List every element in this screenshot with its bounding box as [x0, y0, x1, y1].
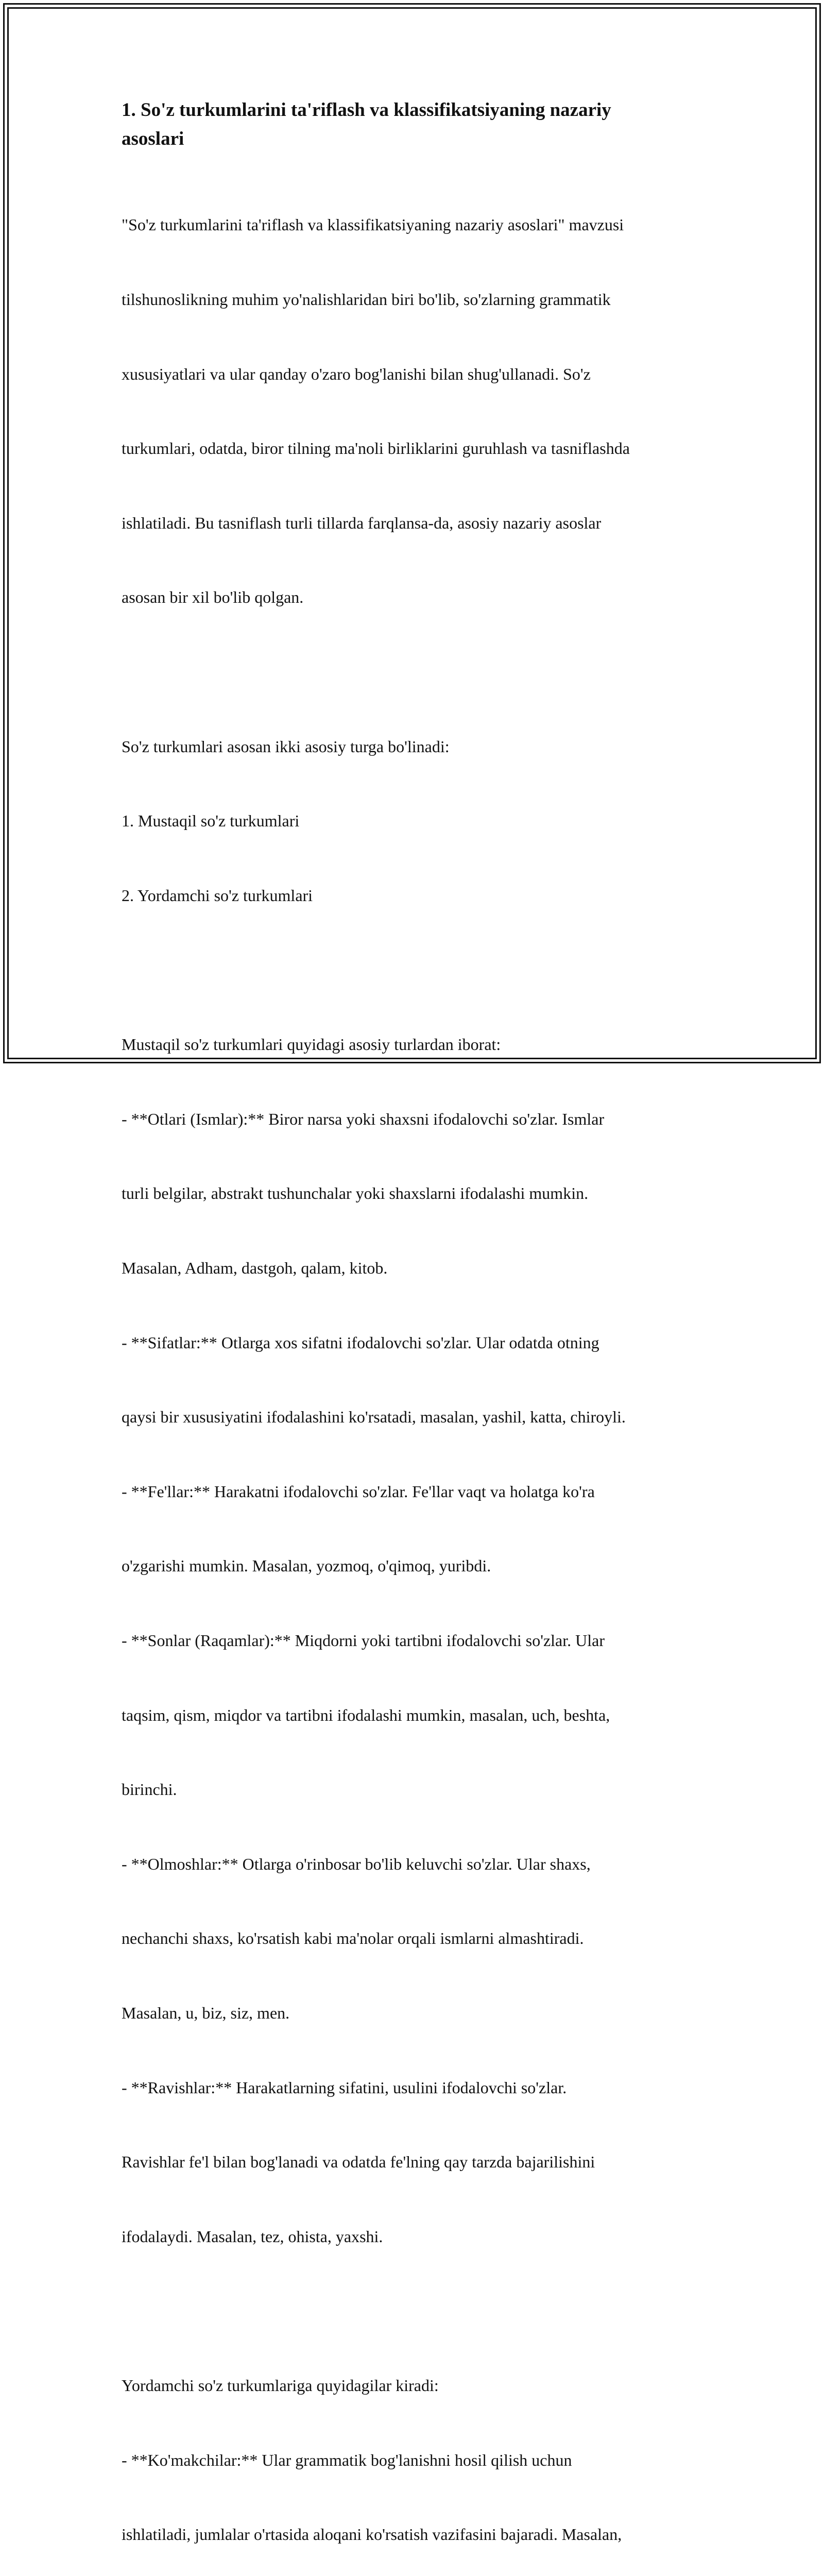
text-line: asosan bir xil bo'lib qolgan.	[122, 588, 304, 607]
text-line: nechanchi shaxs, ko'rsatish kabi ma'nolar orqali ismlarni almashtiradi.	[122, 1929, 584, 1948]
blank-line	[122, 659, 714, 684]
list-item: - **Ravishlar:** Harakatlarning sifatini, usulini ifodalovchi so'zlar.	[122, 2078, 567, 2097]
list-item: 1. Mustaqil so'z turkumlari	[122, 811, 300, 831]
text-line: tilshunoslikning muhim yo'nalishlaridan biri bo'lib, so'zlarning grammatik	[122, 290, 611, 309]
list-item: - **Olmoshlar:** Otlarga o'rinbosar bo'lib keluvchi so'zlar. Ular shaxs,	[122, 1854, 591, 1873]
text-line: Masalan, Adham, dastgoh, qalam, kitob.	[122, 1258, 388, 1277]
list-item: - **Sonlar (Raqamlar):** Miqdorni yoki tartibni ifodalovchi so'zlar. Ular	[122, 1631, 605, 1650]
text-line: Mustaqil so'z turkumlari quyidagi asosiy turlardan iborat:	[122, 1035, 501, 1054]
text-line: "So'z turkumlarini ta'riflash va klassifikatsiyaning nazariy asoslari" mavzusi	[122, 215, 624, 234]
section-heading	[122, 96, 714, 154]
list-item: - **Sifatlar:** Otlarga xos sifatni ifodalovchi so'zlar. Ular odatda otning	[122, 1333, 599, 1352]
text-line: ishlatiladi, jumlalar o'rtasida aloqani ko'rsatish vazifasini bajaradi. Masalan,	[122, 2525, 622, 2544]
blank-line	[122, 2298, 714, 2323]
text-line: Ravishlar fe'l bilan bog'lanadi va odatda fe'lning qay tarzda bajarilishini	[122, 2153, 595, 2172]
text-line: o'zgarishi mumkin. Masalan, yozmoq, o'qimoq, yuribdi.	[122, 1556, 491, 1575]
text-line: Masalan, u, biz, siz, men.	[122, 2004, 290, 2022]
blank-line	[122, 957, 714, 982]
text-line: turli belgilar, abstrakt tushunchalar yoki shaxslarni ifodalashi mumkin.	[122, 1184, 589, 1203]
heading-line: asoslari	[122, 128, 184, 149]
text-line: turkumlari, odatda, biror tilning ma'noli birliklarini guruhlash va tasniflashda	[122, 439, 630, 458]
text-line: taqsim, qism, miqdor va tartibni ifodalashi mumkin, masalan, uch, beshta,	[122, 1705, 610, 1724]
document-body	[122, 96, 714, 2576]
text-line: qaysi bir xususiyatini ifodalashini ko'rsatadi, masalan, yashil, katta, chiroyli.	[122, 1408, 626, 1427]
text-line: ifodalaydi. Masalan, tez, ohista, yaxshi.	[122, 2227, 383, 2246]
text-line: Yordamchi so'z turkumlariga quyidagilar kiradi:	[122, 2376, 439, 2395]
list-item: - **Fe'llar:** Harakatni ifodalovchi so'zlar. Fe'llar vaqt va holatga ko'ra	[122, 1482, 595, 1501]
text-line: So'z turkumlari asosan ikki asosiy turga bo'linadi:	[122, 737, 450, 756]
list-item: 2. Yordamchi so'z turkumlari	[122, 886, 313, 905]
text-line: ishlatiladi. Bu tasniflash turli tillarda farqlansa-da, asosiy nazariy asoslar	[122, 513, 602, 532]
heading-line: 1. So'z turkumlarini ta'riflash va klassifikatsiyaning nazariy	[122, 99, 611, 121]
list-item: - **Ko'makchilar:** Ular grammatik bog'lanishni hosil qilish uchun	[122, 2450, 572, 2469]
text-line: xususiyatlari va ular qanday o'zaro bog'lanishi bilan shug'ullanadi. So'z	[122, 364, 591, 383]
list-item: - **Otlari (Ismlar):** Biror narsa yoki shaxsni ifodalovchi so'zlar. Ismlar	[122, 1109, 605, 1128]
text-line: birinchi.	[122, 1780, 177, 1799]
intro-paragraph	[122, 163, 714, 2576]
